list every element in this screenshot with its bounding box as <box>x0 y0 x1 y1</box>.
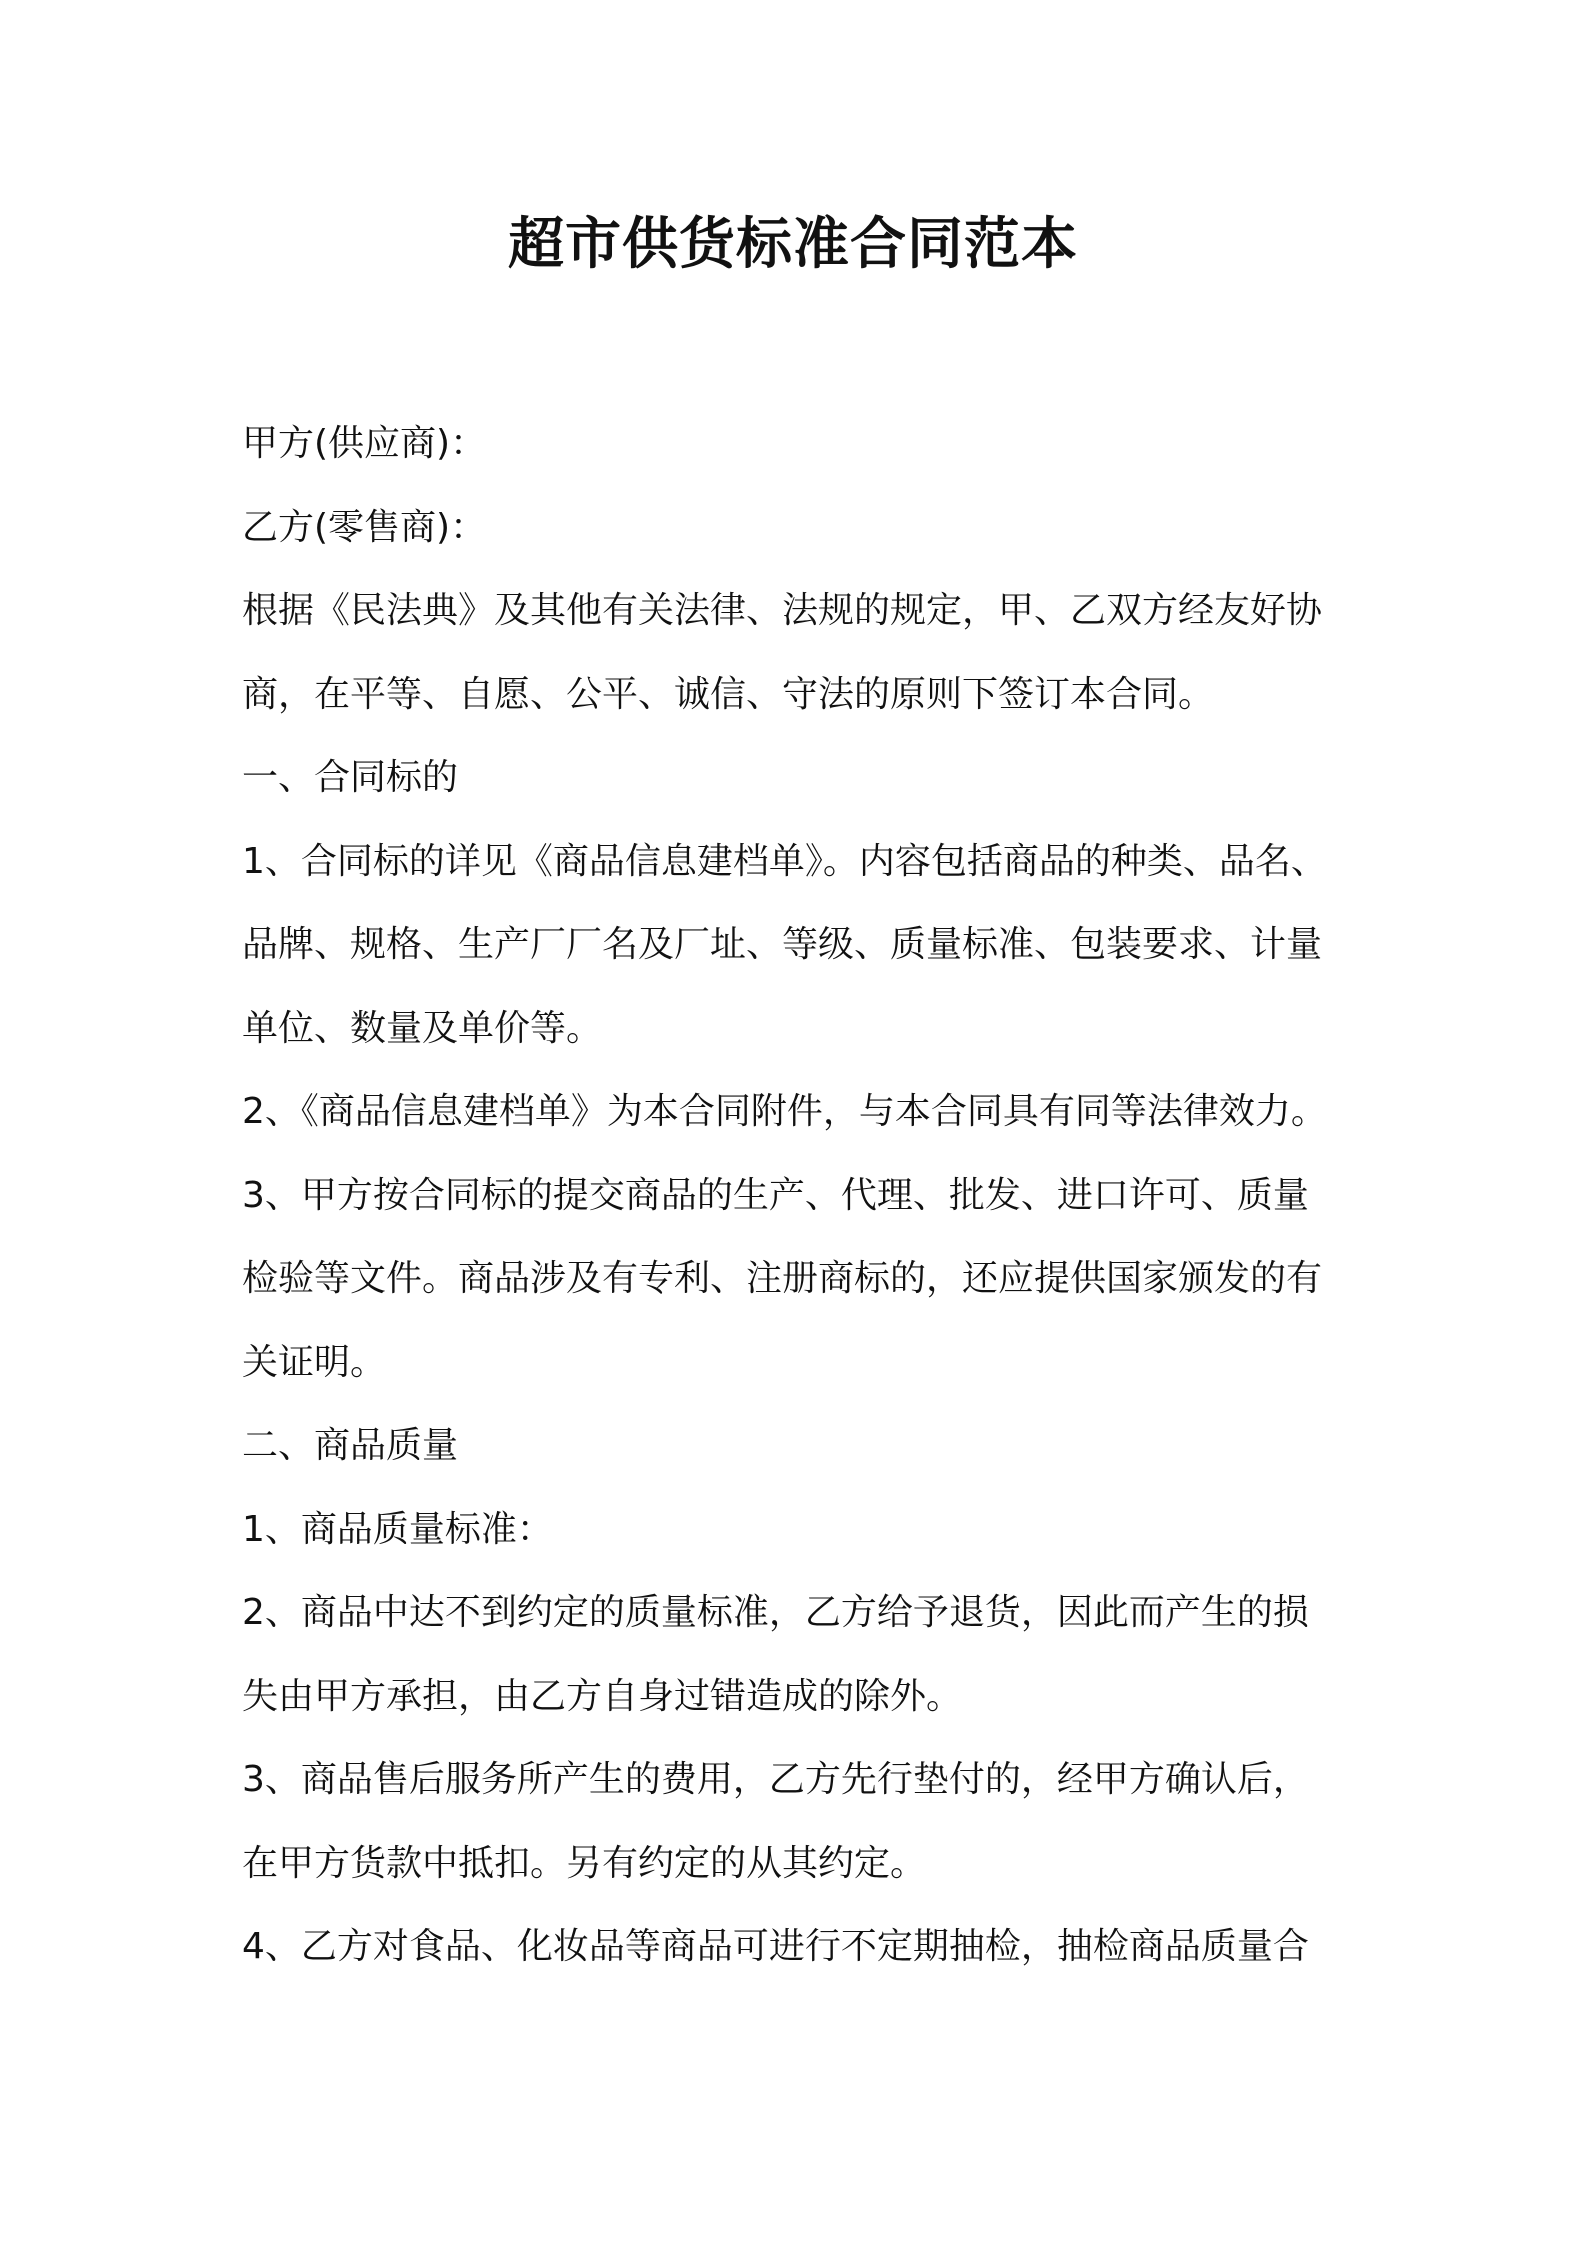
clause-line: 在甲方货款中抵扣。另有约定的从其约定。 <box>242 1842 927 1884</box>
section-heading: 一、合同标的 <box>242 757 459 798</box>
clause-line: 单位、数量及单价等。 <box>242 1007 603 1049</box>
clause-line: 2、《商品信息建档单》为本合同附件，与本合同具有同等法律效力。 <box>242 1091 1327 1132</box>
clause-line: 4、乙方对食品、化妆品等商品可进行不定期抽检，抽检商品质量合 <box>242 1926 1309 1967</box>
party-a-line: 甲方(供应商)： <box>242 423 487 464</box>
clause-line: 3、商品售后服务所产生的费用，乙方先行垫付的，经甲方确认后， <box>242 1759 1309 1800</box>
clause-line: 1、合同标的详见《商品信息建档单》。内容包括商品的种类、品名、 <box>242 840 1327 882</box>
preamble-line: 商，在平等、自愿、公平、诚信、守法的原则下签订本合同。 <box>242 673 1215 715</box>
document-body <box>242 402 1362 1989</box>
clause-line: 3、甲方按合同标的提交商品的生产、代理、批发、进口许可、质量 <box>242 1174 1309 1216</box>
party-b-line: 乙方(零售商)： <box>242 506 487 548</box>
clause-line: 关证明。 <box>242 1341 387 1383</box>
section-heading: 二、商品质量 <box>242 1425 459 1466</box>
document-title: 超市供货标准合同范本 <box>508 212 1078 277</box>
clause-line: 1、商品质量标准： <box>242 1508 553 1550</box>
clause-line: 2、商品中达不到约定的质量标准，乙方给予退货，因此而产生的损 <box>242 1592 1309 1633</box>
clause-line: 品牌、规格、生产厂厂名及厂址、等级、质量标准、包装要求、计量 <box>242 924 1323 965</box>
clause-line: 失由甲方承担，由乙方自身过错造成的除外。 <box>242 1675 963 1717</box>
clause-line: 检验等文件。商品涉及有专利、注册商标的，还应提供国家颁发的有 <box>242 1258 1323 1299</box>
preamble-line: 根据《民法典》及其他有关法律、法规的规定，甲、乙双方经友好协 <box>242 590 1323 631</box>
